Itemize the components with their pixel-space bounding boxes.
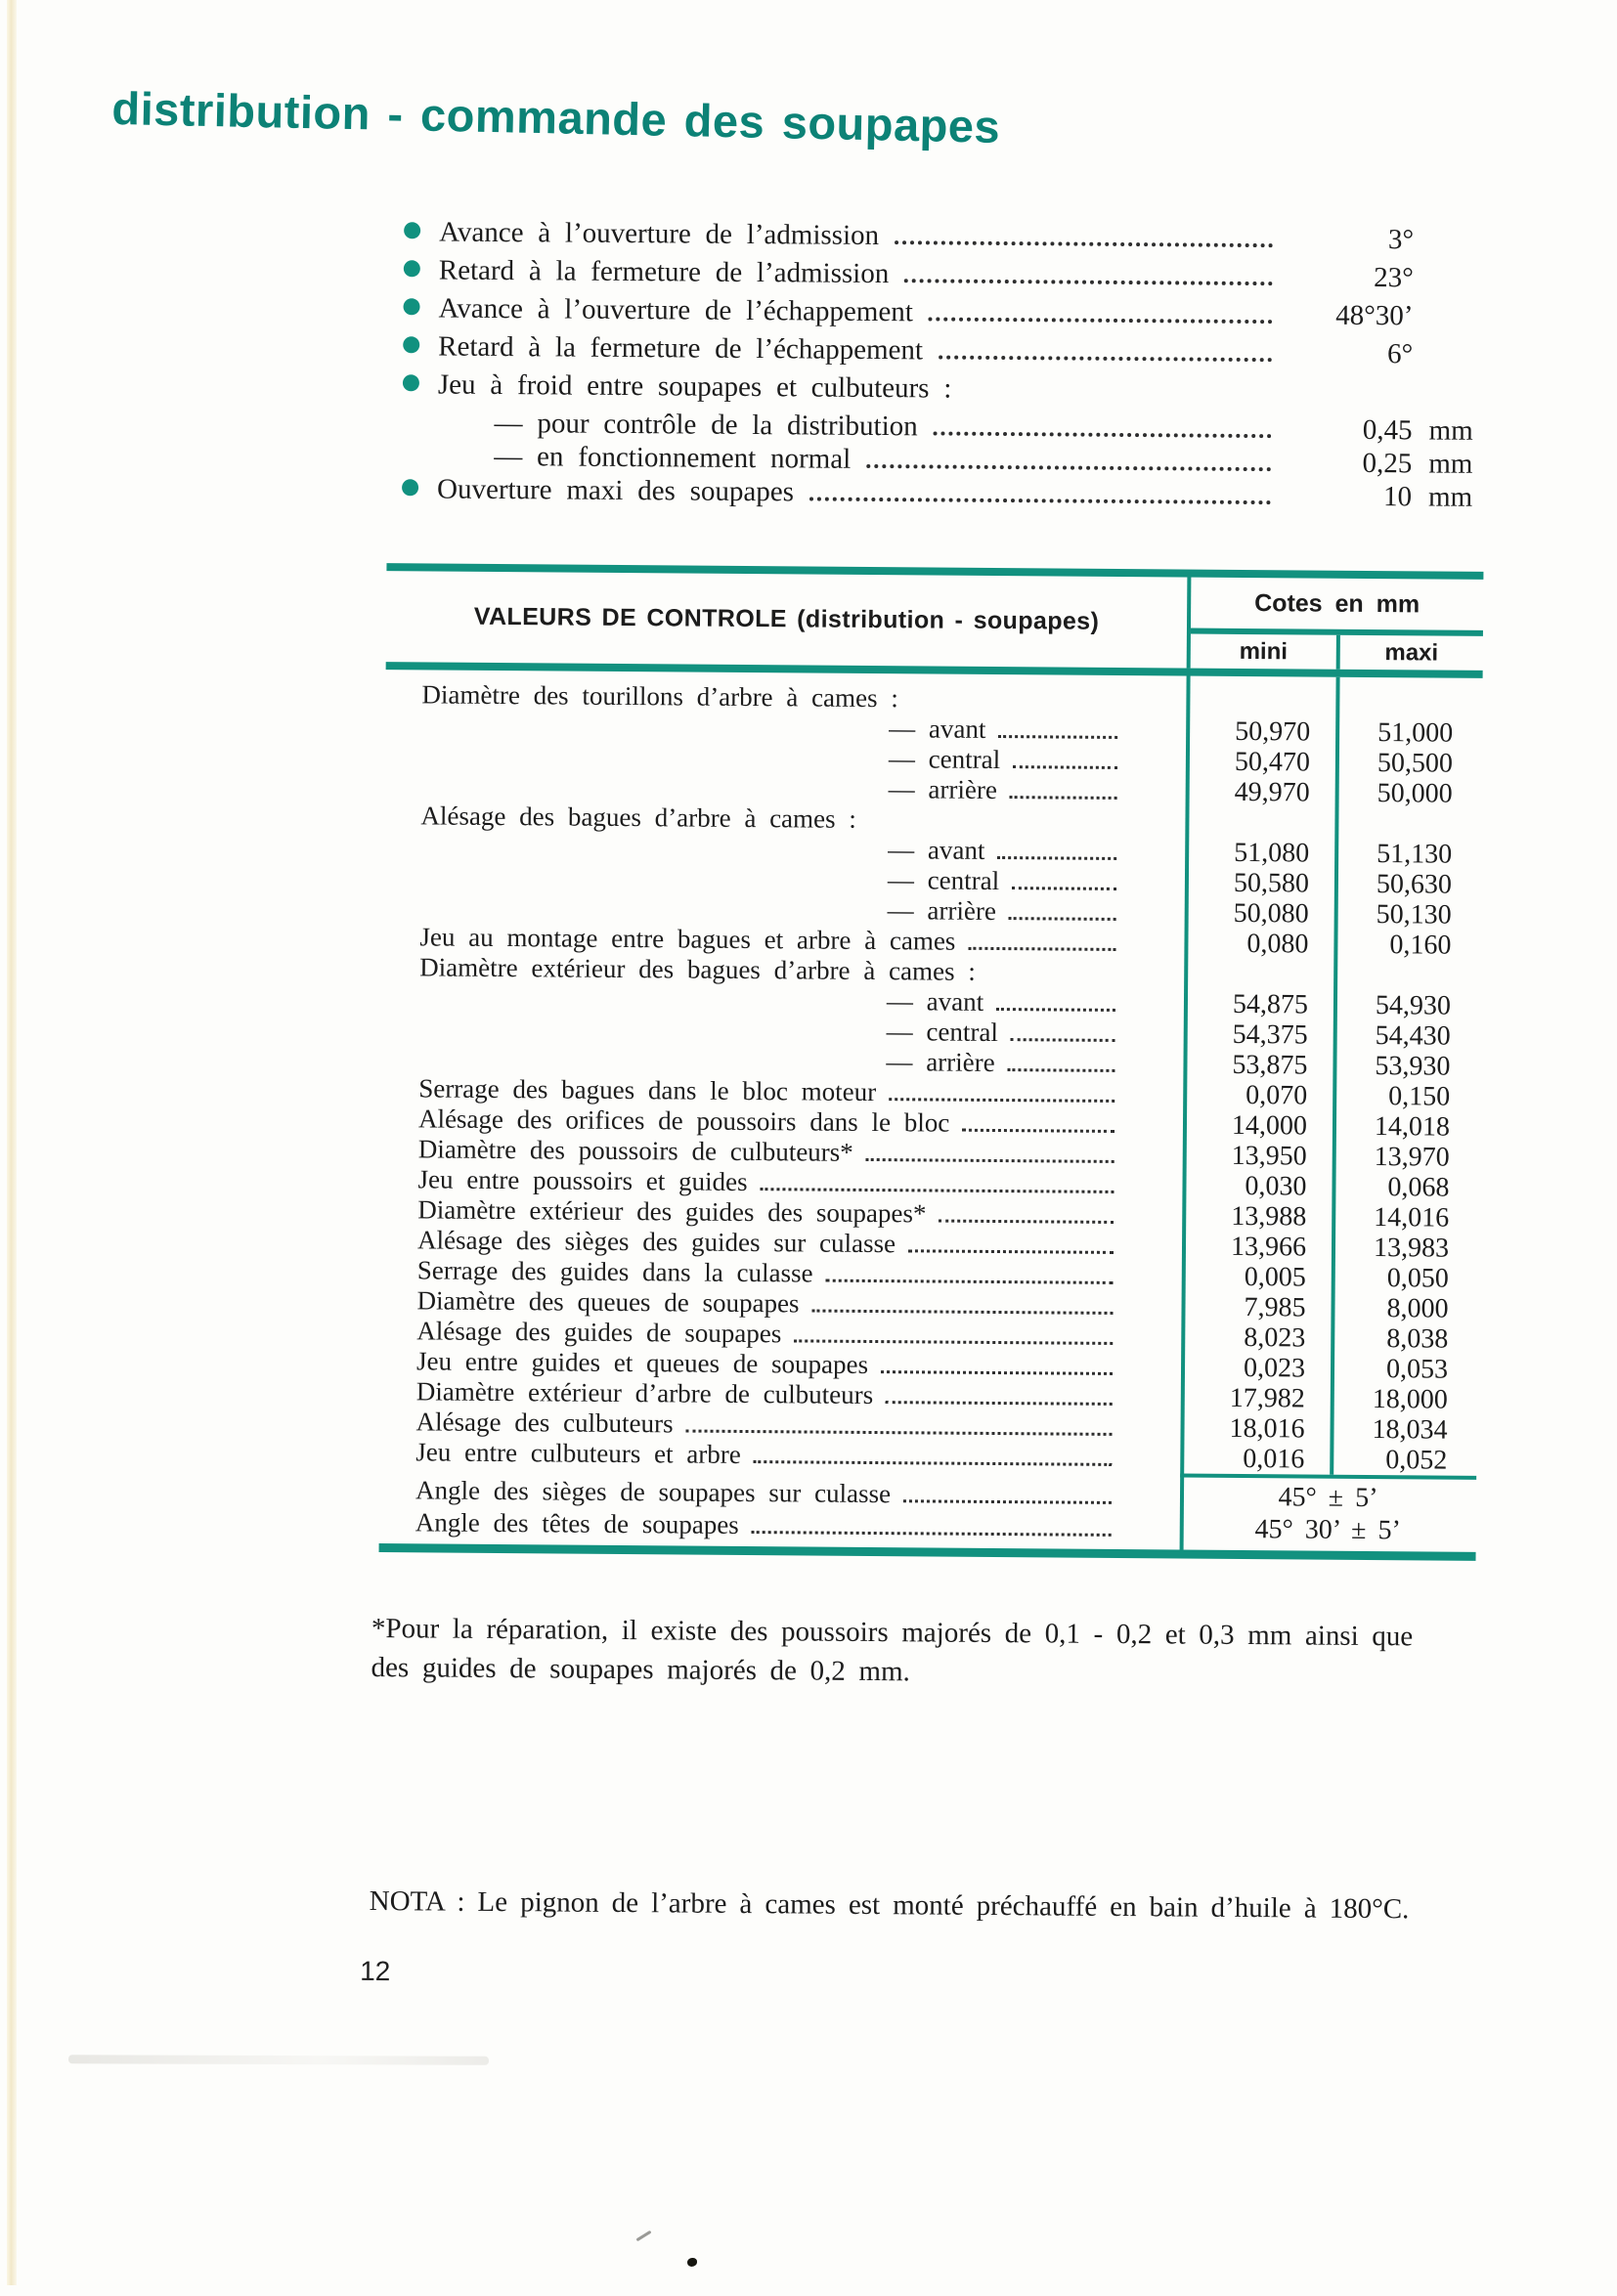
spec-unit: mm	[1428, 448, 1473, 480]
dot-leader	[997, 856, 1116, 860]
spec-label: — pour contrôle de la distribution	[494, 407, 918, 443]
row-maxi-value	[1333, 983, 1480, 984]
row-label: Angle des sièges de soupapes sur culasse	[415, 1475, 892, 1509]
spec-label: Ouverture maxi des soupapes	[436, 473, 795, 508]
row-maxi-value: 50,130	[1376, 899, 1452, 931]
column-header-mini: mini	[1239, 637, 1289, 665]
dot-leader	[794, 1339, 1113, 1345]
row-mini-value: 53,875	[1232, 1049, 1308, 1081]
row-maxi-value: 50,500	[1377, 748, 1454, 779]
row-mini-value: 18,016	[1229, 1412, 1305, 1445]
page-title: distribution - commande des soupapes	[110, 81, 1001, 152]
row-mini-value: 50,970	[1235, 715, 1311, 748]
spec-unit: mm	[1428, 414, 1473, 447]
row-label: Angle des têtes de soupapes	[415, 1507, 739, 1539]
row-mini-value: 14,000	[1231, 1109, 1308, 1142]
row-label: Alésage des sièges des guides sur culasse	[416, 1225, 896, 1259]
table-body	[379, 670, 1482, 1476]
dot-leader	[962, 1129, 1114, 1133]
row-label: Jeu entre culbuteurs et arbre	[415, 1437, 741, 1469]
spec-value: 48°30’	[1335, 299, 1414, 332]
dot-leader	[908, 1249, 1114, 1254]
row-label: Serrage des guides dans la culasse	[416, 1255, 813, 1288]
dot-leader	[904, 279, 1273, 285]
row-label: Serrage des bagues dans le bloc moteur	[418, 1073, 877, 1107]
row-label: Diamètre des queues de soupapes	[416, 1285, 800, 1319]
row-maxi-value: 14,016	[1374, 1202, 1450, 1234]
footnote	[371, 1609, 1491, 1696]
dot-leader	[998, 735, 1117, 739]
row-label: Diamètre des poussoirs de culbuteurs*	[417, 1134, 853, 1167]
spec-unit	[1414, 286, 1501, 287]
row-maxi-value: 8,000	[1386, 1293, 1449, 1324]
spec-value: 10	[1382, 481, 1413, 513]
dot-leader	[760, 1188, 1114, 1193]
row-label: Jeu entre guides et queues de soupapes	[415, 1346, 869, 1379]
row-maxi-value: 53,930	[1375, 1051, 1451, 1082]
spec-value: 0,45	[1362, 413, 1413, 447]
row-label: Alésage des orifices de poussoirs dans le bloc	[417, 1104, 950, 1138]
row-label: Jeu entre poussoirs et guides	[417, 1164, 748, 1196]
row-mini-value: 13,950	[1231, 1140, 1307, 1172]
dot-leader	[685, 1430, 1112, 1436]
row-maxi-value: 0,150	[1388, 1081, 1451, 1112]
row-mini-value	[1186, 710, 1335, 711]
row-maxi-value: 14,018	[1374, 1111, 1451, 1143]
spec-unit: mm	[1427, 481, 1473, 513]
row-maxi-value: 0,068	[1387, 1172, 1450, 1203]
row-mini-value: 7,985	[1244, 1291, 1306, 1323]
row-label-cell	[379, 1507, 1180, 1543]
row-mini-value: 49,970	[1234, 776, 1310, 808]
row-maxi-value: 0,050	[1386, 1263, 1449, 1294]
row-label: — avant	[889, 714, 986, 744]
footnote-line: des guides de soupapes majorés de 0,2 mm.	[371, 1651, 910, 1688]
row-label: — central	[887, 865, 1000, 896]
table-title: VALEURS DE CONTROLE (distribution - soupapes)	[473, 602, 1100, 635]
row-mini-value: 51,080	[1234, 837, 1310, 869]
row-maxi-value: 8,038	[1386, 1323, 1449, 1355]
row-label: Diamètre extérieur d’arbre de culbuteurs	[415, 1376, 874, 1410]
dot-leader	[809, 497, 1271, 504]
dot-leader	[752, 1531, 1112, 1537]
row-mini-value: 13,988	[1231, 1200, 1307, 1233]
dot-leader	[934, 431, 1272, 438]
row-maxi-value: 13,983	[1373, 1233, 1450, 1264]
row-maxi-value: 50,630	[1376, 869, 1453, 900]
dot-leader	[903, 1499, 1112, 1504]
dot-leader	[1008, 1068, 1115, 1072]
column-group-label: Cotes en mm	[1254, 588, 1420, 618]
row-label: Alésage des bagues d’arbre à cames :	[420, 801, 856, 834]
dot-leader	[939, 1220, 1114, 1224]
spec-label: Avance à l’ouverture de l’admission	[439, 216, 880, 252]
row-label: Diamètre des tourillons d’arbre à cames :	[421, 679, 898, 714]
row-label-cell	[379, 1475, 1180, 1511]
row-mini-value: 0,080	[1246, 929, 1309, 960]
spec-value: 23°	[1374, 262, 1414, 294]
bullet-icon	[404, 222, 420, 238]
table-grid	[379, 670, 1483, 1552]
dot-leader	[929, 317, 1273, 324]
dot-leader	[1013, 765, 1117, 769]
row-label-cell	[379, 1437, 1180, 1473]
row-mini-value: 13,966	[1230, 1231, 1307, 1263]
row-maxi-value: 51,000	[1377, 717, 1454, 749]
row-mini-value: 0,023	[1243, 1352, 1306, 1384]
row-maxi-value	[1335, 711, 1482, 712]
spec-label: — en fonctionnement normal	[494, 440, 852, 475]
row-mini-value: 50,080	[1233, 897, 1309, 930]
row-mini-value: 54,875	[1232, 988, 1309, 1020]
control-values-table	[379, 563, 1484, 1561]
spec-value: 0,25	[1362, 447, 1413, 480]
row-maxi-value: 54,430	[1375, 1020, 1451, 1052]
angle-value: 45° ± 5’	[1278, 1482, 1378, 1514]
row-label: — avant	[888, 835, 985, 865]
row-label: Diamètre extérieur des guides des soupapes*	[417, 1194, 927, 1229]
nota-text: NOTA : Le pignon de l’arbre à cames est monté préchauffé en bain d’huile à 180°C.	[369, 1884, 1410, 1926]
bullet-icon	[403, 336, 419, 353]
page-number: 12	[360, 1955, 391, 1987]
bullet-icon	[404, 260, 420, 277]
table-header	[386, 571, 1484, 671]
row-mini-value: 0,016	[1243, 1443, 1305, 1475]
row-mini-value: 0,030	[1245, 1170, 1307, 1202]
dot-leader	[825, 1279, 1113, 1284]
dot-leader	[889, 1098, 1114, 1103]
spec-label: Retard à la fermeture de l’échappement	[438, 330, 924, 367]
row-mini-value: 50,470	[1234, 746, 1311, 778]
dot-leader	[866, 464, 1271, 471]
row-label: Alésage des guides de soupapes	[416, 1316, 782, 1349]
row-maxi-value	[1334, 832, 1481, 833]
dot-leader	[1009, 917, 1116, 921]
dot-leader	[895, 240, 1273, 247]
row-label: — central	[886, 1017, 999, 1048]
dot-leader	[939, 356, 1272, 363]
row-maxi-value: 50,000	[1377, 778, 1453, 809]
spec-value: 6°	[1386, 338, 1414, 370]
spec-label: Avance à l’ouverture de l’échappement	[438, 292, 913, 328]
row-label: — arrière	[886, 1047, 995, 1077]
table-header-right	[1187, 578, 1484, 671]
spec-value	[1286, 400, 1413, 401]
angle-rows	[379, 1471, 1477, 1552]
row-maxi-value: 0,053	[1385, 1354, 1449, 1385]
row-maxi-value: 0,052	[1385, 1445, 1448, 1476]
spec-unit	[1413, 363, 1500, 364]
dot-leader	[968, 947, 1115, 951]
row-label: — arrière	[887, 895, 997, 926]
row-mini-value: 50,580	[1233, 867, 1310, 899]
bullet-icon	[403, 298, 419, 315]
row-maxi-value: 0,160	[1389, 930, 1452, 961]
spec-label: Jeu à froid entre soupapes et culbuteurs :	[437, 368, 952, 405]
footnote-line: *Pour la réparation, il existe des poussoirs majorés de 0,1 - 0,2 et 0,3 mm ainsi que	[371, 1612, 1414, 1653]
dot-leader	[866, 1158, 1114, 1163]
row-label: — central	[888, 744, 1001, 775]
row-mini-value	[1184, 982, 1333, 983]
row-mini-value	[1185, 831, 1334, 832]
row-maxi-value: 18,034	[1372, 1414, 1448, 1446]
dot-leader	[996, 1008, 1115, 1012]
dot-leader	[1010, 796, 1117, 800]
row-mini-value: 54,375	[1232, 1018, 1308, 1051]
dot-leader	[1012, 887, 1116, 890]
spec-value: 3°	[1387, 224, 1415, 256]
column-headers	[1191, 628, 1483, 671]
table-header-left	[386, 571, 1188, 668]
row-label: Diamètre extérieur des bagues d’arbre à cames :	[419, 952, 976, 986]
dot-leader	[1011, 1038, 1115, 1042]
row-maxi-value: 54,930	[1375, 990, 1452, 1021]
spec-unit	[1413, 401, 1500, 402]
angle-value: 45° 30’ ± 5’	[1254, 1514, 1401, 1546]
dot-leader	[811, 1310, 1113, 1315]
row-maxi-value: 51,130	[1377, 839, 1453, 870]
row-mini-value: 17,982	[1229, 1382, 1305, 1414]
bullet-icon	[403, 374, 419, 391]
row-label: Jeu au montage entre bagues et arbre à cames	[419, 922, 956, 956]
row-label: — arrière	[888, 774, 997, 804]
row-mini-value: 8,023	[1244, 1321, 1306, 1354]
dot-leader	[881, 1370, 1113, 1375]
spec-unit	[1414, 248, 1501, 249]
dot-leader	[886, 1401, 1113, 1406]
row-mini-value: 0,005	[1244, 1261, 1306, 1293]
dot-leader	[754, 1460, 1113, 1466]
column-header-maxi: maxi	[1336, 635, 1483, 671]
bullet-icon	[402, 479, 418, 496]
row-label: — avant	[886, 986, 984, 1017]
row-label: Alésage des culbuteurs	[415, 1407, 674, 1439]
spec-row	[402, 473, 1499, 520]
row-maxi-value: 13,970	[1374, 1142, 1450, 1173]
specs-list	[402, 216, 1501, 520]
spec-label: Retard à la fermeture de l’admission	[438, 254, 890, 290]
row-maxi-value: 18,000	[1372, 1384, 1448, 1415]
row-mini-value: 0,070	[1246, 1080, 1308, 1111]
